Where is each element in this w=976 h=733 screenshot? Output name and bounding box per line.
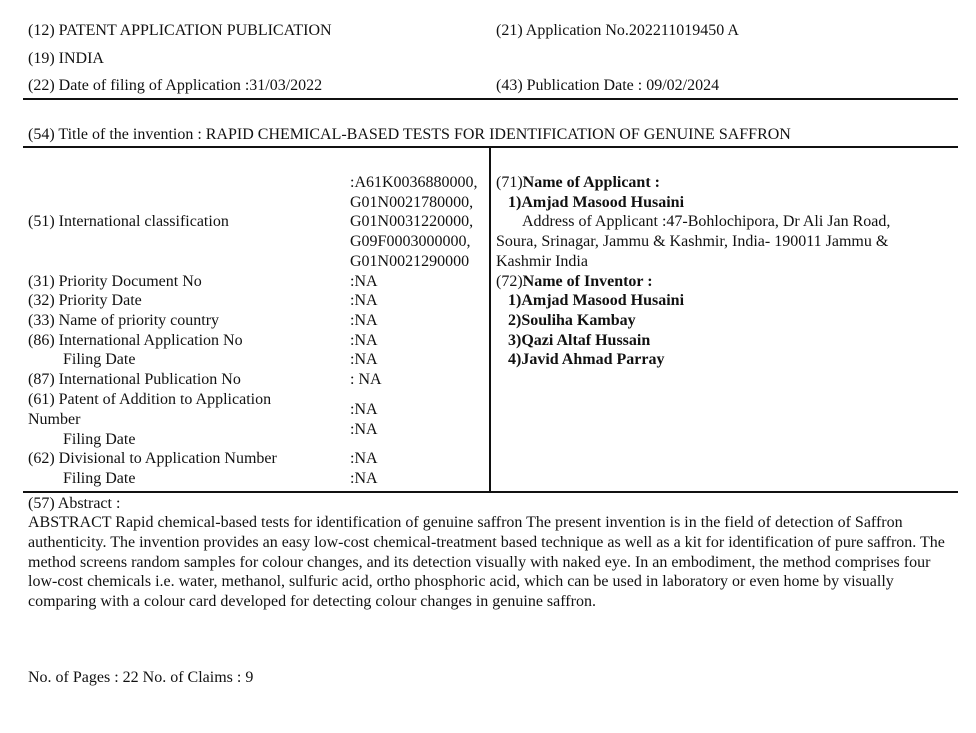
abstract-text: ABSTRACT Rapid chemical-based tests for identification of genuine saffron The present invention is in the field of detection of Saffron authenticity. The invention provides an easy low-cost chemical-treatment based technique as well as a kit for identification of pure saffron. The method screens random samples for colour changes, and its detection visually with naked eye. In an embodiment, the method comprises four low-cost chemicals i.e. water, methanol, sulfuric acid, ortho phosphoric acid, which can be used in laboratory or even home by visually comparing with a colour card developed for detecting colour changes in genuine saffron. bbox=[28, 514, 945, 611]
inventor-name: 3)Qazi Altaf Hussain bbox=[508, 332, 651, 349]
inventor-name: 4)Javid Ahmad Parray bbox=[508, 351, 665, 368]
addition-filing-date-value: :NA bbox=[350, 421, 378, 438]
international-filing-date-value: :NA bbox=[350, 351, 378, 368]
addition-filing-date-label: Filing Date bbox=[63, 431, 136, 448]
applicant-address-line2: Soura, Srinagar, Jammu & Kashmir, India- 190011 Jammu & bbox=[496, 233, 889, 250]
applicant-code: (71) bbox=[496, 174, 523, 191]
patent-of-addition-value: :NA bbox=[350, 401, 378, 418]
inventor-heading-label: Name of Inventor : bbox=[522, 273, 653, 290]
international-publication-label: (87) International Publication No bbox=[28, 371, 241, 388]
pages-and-claims: No. of Pages : 22 No. of Claims : 9 bbox=[28, 669, 254, 686]
divisional-filing-date-label: Filing Date bbox=[63, 470, 136, 487]
classification-value: :A61K0036880000, bbox=[350, 174, 478, 191]
international-filing-date-label: Filing Date bbox=[63, 351, 136, 368]
applicant-address-line1: Address of Applicant :47-Bohlochipora, Dr Ali Jan Road, bbox=[522, 213, 891, 230]
divisional-label: (62) Divisional to Application Number bbox=[28, 450, 277, 467]
applicant-address-line3: Kashmir India bbox=[496, 253, 588, 270]
divisional-value: :NA bbox=[350, 450, 378, 467]
patent-of-addition-label-cont: Number bbox=[28, 411, 81, 428]
divisional-filing-date-value: :NA bbox=[350, 470, 378, 487]
abstract-label: (57) Abstract : bbox=[28, 495, 121, 512]
applicant-name: 1)Amjad Masood Husaini bbox=[508, 194, 685, 211]
international-application-label: (86) International Application No bbox=[28, 332, 243, 349]
international-publication-value: : NA bbox=[350, 371, 382, 388]
classification-value: G01N0021290000 bbox=[350, 253, 470, 270]
classification-value: G01N0021780000, bbox=[350, 194, 474, 211]
priority-document-value: :NA bbox=[350, 273, 378, 290]
filing-date: (22) Date of filing of Application :31/03/2022 bbox=[28, 77, 323, 94]
international-application-value: :NA bbox=[350, 332, 378, 349]
classification-value: G09F0003000000, bbox=[350, 233, 471, 250]
classification-label: (51) International classification bbox=[28, 213, 229, 230]
invention-title: (54) Title of the invention : RAPID CHEMICAL-BASED TESTS FOR IDENTIFICATION OF GENUINE SAFFRON bbox=[28, 126, 791, 143]
inventor-name: 1)Amjad Masood Husaini bbox=[508, 292, 685, 309]
application-number: (21) Application No.202211019450 A bbox=[496, 22, 739, 39]
inventor-name: 2)Souliha Kambay bbox=[508, 312, 636, 329]
country: (19) INDIA bbox=[28, 50, 104, 67]
applicant-heading-label: Name of Applicant : bbox=[522, 174, 660, 191]
publication-type: (12) PATENT APPLICATION PUBLICATION bbox=[28, 22, 332, 39]
priority-date-value: :NA bbox=[350, 292, 378, 309]
priority-document-label: (31) Priority Document No bbox=[28, 273, 202, 290]
column-divider bbox=[489, 148, 491, 493]
priority-country-value: :NA bbox=[350, 312, 378, 329]
applicant-heading bbox=[496, 173, 660, 193]
classification-value: G01N0031220000, bbox=[350, 213, 474, 230]
abstract-divider bbox=[23, 491, 958, 493]
priority-date-label: (32) Priority Date bbox=[28, 292, 142, 309]
patent-of-addition-label: (61) Patent of Addition to Application bbox=[28, 391, 272, 408]
publication-date: (43) Publication Date : 09/02/2024 bbox=[496, 77, 720, 94]
inventor-heading bbox=[496, 272, 653, 292]
inventor-code: (72) bbox=[496, 273, 523, 290]
header-divider bbox=[23, 98, 958, 100]
priority-country-label: (33) Name of priority country bbox=[28, 312, 220, 329]
